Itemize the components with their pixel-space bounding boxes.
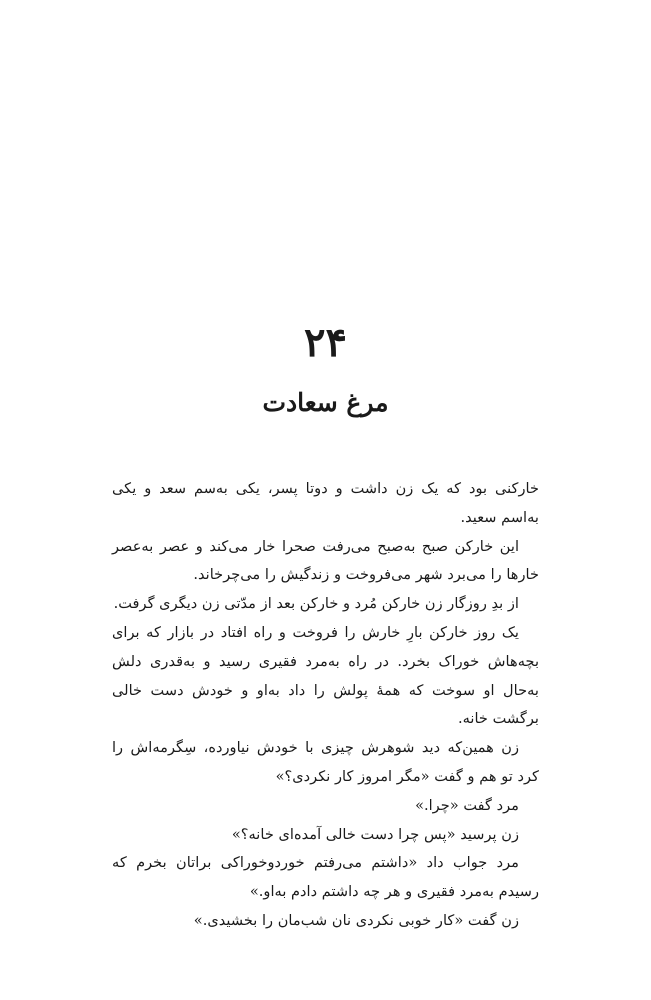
paragraph-1: خارکنی بود که یک زن داشت و دوتا پسر، یکی به‌سم سعد و یکی به‌اسم سعید. — [112, 480, 539, 526]
paragraph-9: زن گفت «کار خوبی نکردی نان شب‌مان را بخشیدی.» — [193, 911, 519, 929]
chapter-number: ۲۴ — [304, 319, 347, 366]
paragraph-2: این خارکن صبح به‌صبح می‌رفت صحرا خار می‌کند و عصر به‌عصر خارها را می‌برد شهر می‌فروخت و زندگیش را می‌چرخاند. — [112, 537, 539, 584]
paragraph-7: زن پرسید «پس چرا دست خالی آمده‌ای خانه؟» — [231, 825, 519, 843]
paragraph-4: یک روز خارکن بارِ خارش را فروخت و راه افتاد در بازار که برای بچه‌هاش خوراک بخرد. در راه به‌مرد فقیری رسید و به‌قدری دلش به‌حال او سوخت که همهٔ پولش را داد به‌او و خودش دست خالی برگشت خانه. — [112, 623, 539, 728]
paragraph-5: زن همین‌که دید شوهرش چیزی با خودش نیاورده، سِگرمه‌اش را کرد تو هم و گفت «مگر امروز کار نکردی؟» — [112, 739, 539, 785]
paragraph-3: از بدِ روزگار زن خارکن مُرد و خارکن بعد از مدّتی زن دیگری گرفت. — [113, 595, 519, 613]
paragraph-6: مرد گفت «چرا.» — [415, 796, 519, 814]
story-body — [112, 475, 539, 936]
paragraph-8: مرد جواب داد «داشتم می‌رفتم خوردوخوراکی براتان بخرم که رسیدم به‌مرد فقیری و هر چه داشتم دادم به‌او.» — [112, 854, 539, 901]
chapter-title: مرغ سعادت — [262, 388, 389, 417]
